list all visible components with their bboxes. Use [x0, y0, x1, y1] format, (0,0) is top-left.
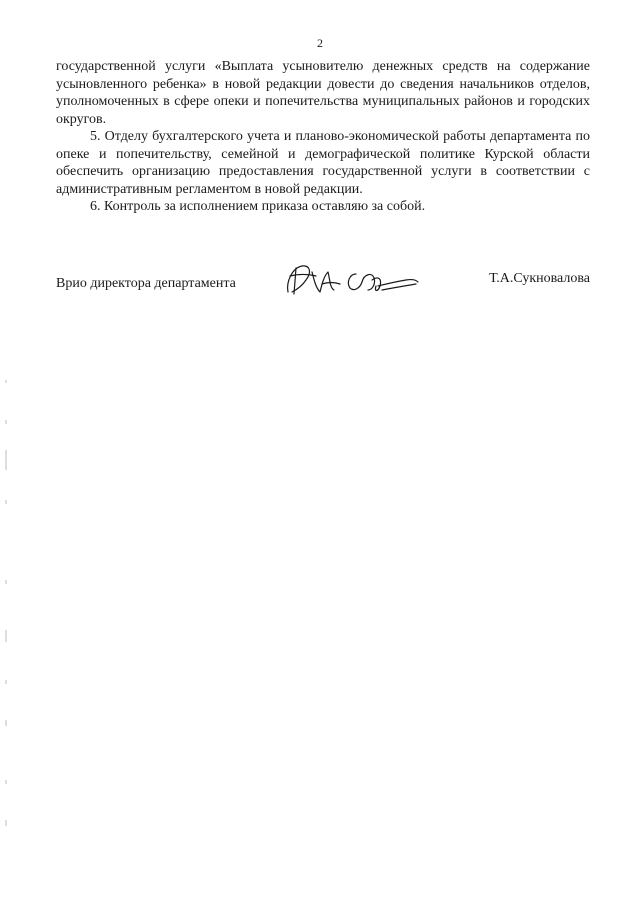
paragraph-continuation: государственной услуги «Выплата усыновителю денежных средств на содержание усыновленного ребенка» в новой редакции довести до сведения начальников отделов, уполномоченных в сфере опеки и попечительства муниципальных районов и городских округов.	[56, 59, 590, 127]
scan-margin-marks	[4, 380, 8, 860]
paragraph-item-6: 6. Контроль за исполнением приказа оставляю за собой.	[90, 199, 426, 214]
page-number: 2	[317, 36, 323, 50]
signature-block	[56, 262, 590, 302]
signatory-name: Т.А.Сукновалова	[489, 271, 590, 286]
handwritten-signature-icon	[282, 262, 422, 298]
signatory-position: Врио директора департамента	[56, 276, 236, 291]
paragraph-item-5: 5. Отделу бухгалтерского учета и планово-экономической работы департамента по опеке и попечительству, семейной и демографической политике Курской области обеспечить организацию предоставления государственной услуги в соответствии с административным регламентом в новой редакции.	[56, 129, 590, 197]
document-body	[56, 58, 590, 216]
